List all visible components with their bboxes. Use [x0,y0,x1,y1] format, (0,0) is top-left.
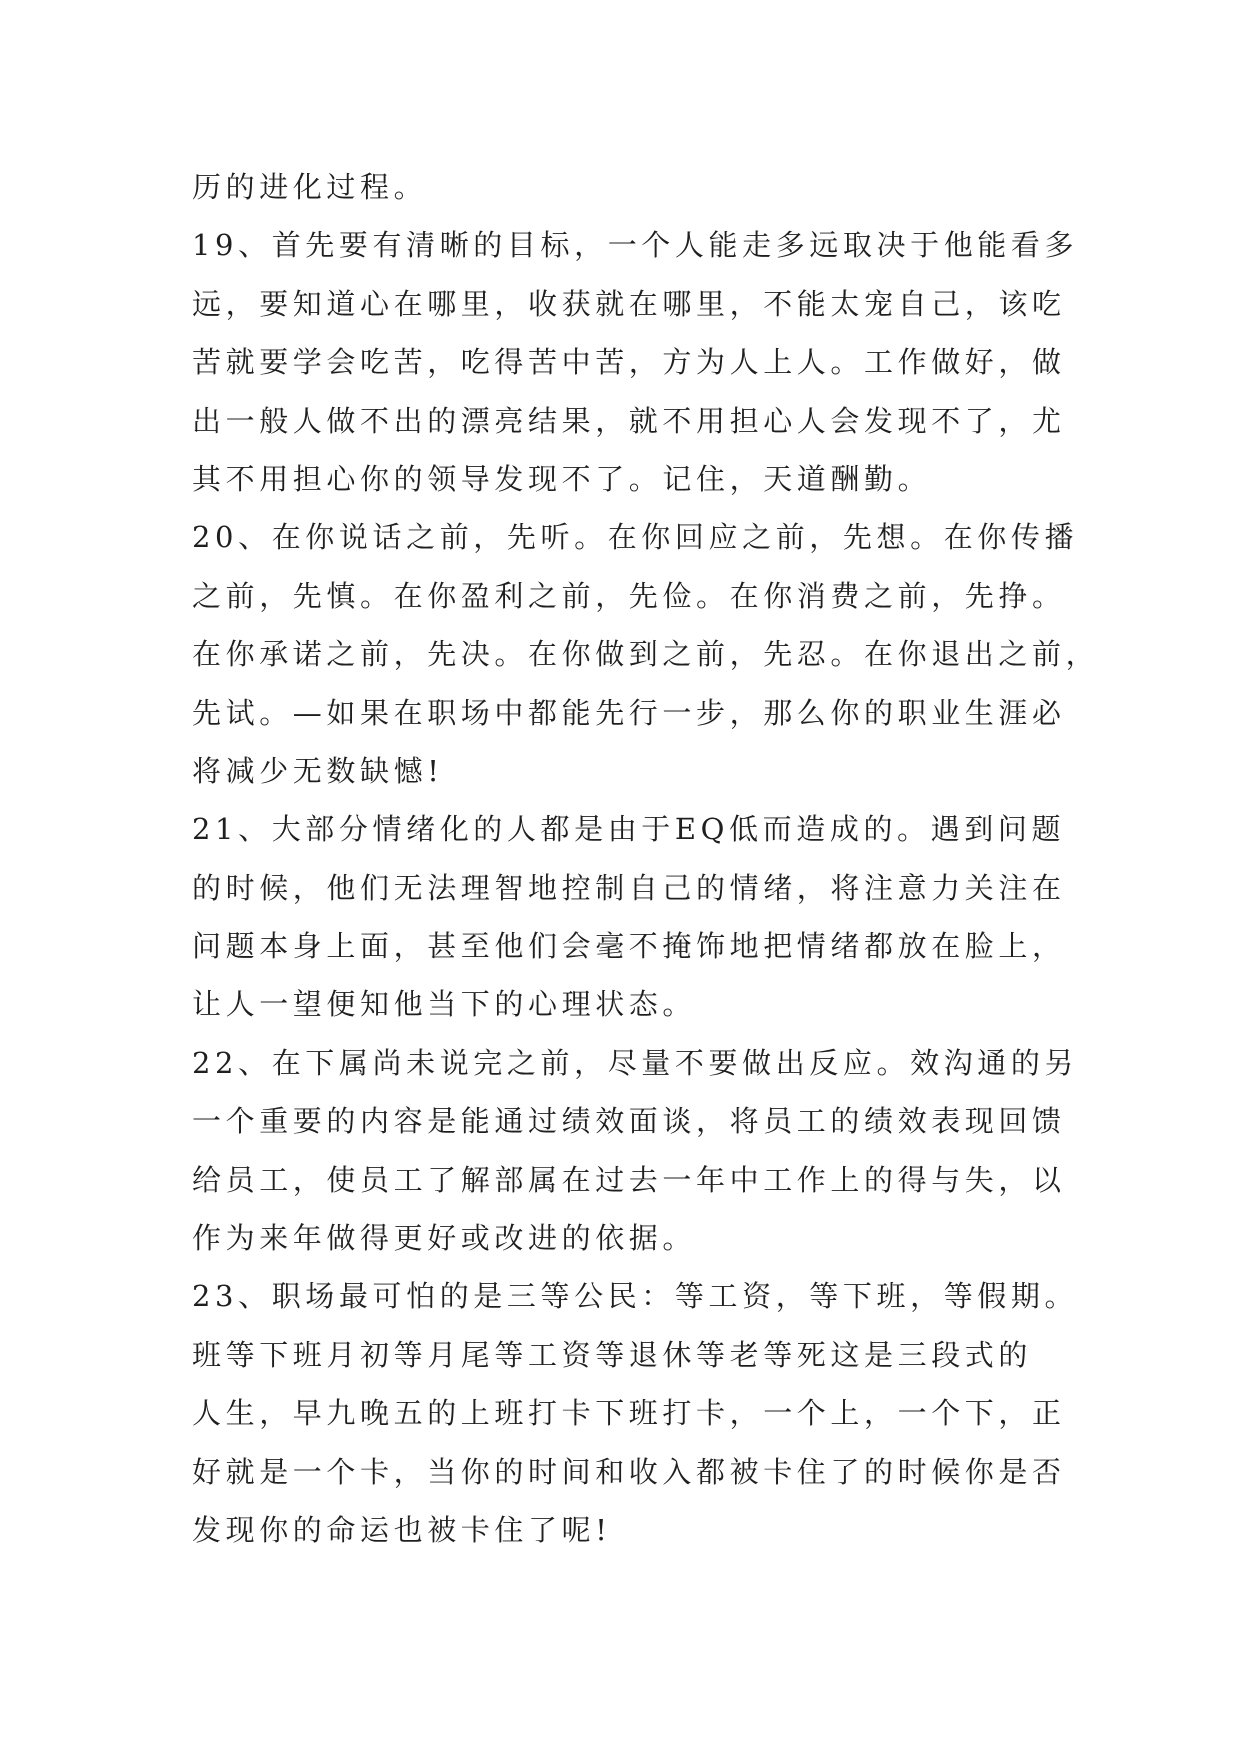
document-body [192,158,1100,1559]
text-line: 的时候，他们无法理智地控制自己的情绪，将注意力关注在 [192,870,1066,905]
text-line: 给员工，使员工了解部属在过去一年中工作上的得与失，以 [192,1162,1066,1197]
text-line: 20、在你说话之前，先听。在你回应之前，先想。在你传播 [192,520,1079,555]
text-line: 发现你的命运也被卡住了呢! [192,1512,612,1547]
text-line: 其不用担心你的领导发现不了。记住，天道酬勤。 [192,461,932,496]
text-line: 作为来年做得更好或改进的依据。 [192,1221,697,1256]
text-line: 苦就要学会吃苦，吃得苦中苦，方为人上人。工作做好，做 [192,345,1066,380]
text-line: 在你承诺之前，先决。在你做到之前，先忍。在你退出之前， [192,637,1100,672]
text-line: 班等下班月初等月尾等工资等退休等老等死这是三段式的 [192,1337,1033,1372]
text-line: 一个重要的内容是能通过绩效面谈，将员工的绩效表现回馈 [192,1104,1066,1139]
text-line: 让人一望便知他当下的心理状态。 [192,987,697,1022]
text-line: 23、职场最可怕的是三等公民：等工资，等下班，等假期。 [192,1279,1079,1314]
text-line: 之前，先慎。在你盈利之前，先俭。在你消费之前，先挣。 [192,578,1066,613]
text-line: 出一般人做不出的漂亮结果，就不用担心人会发现不了，尤 [192,403,1066,438]
text-line: 22、在下属尚未说完之前，尽量不要做出反应。效沟通的另 [192,1045,1079,1080]
text-line: 先试。—如果在职场中都能先行一步，那么你的职业生涯必 [192,695,1066,730]
text-line: 好就是一个卡，当你的时间和收入都被卡住了的时候你是否 [192,1454,1066,1489]
text-line: 人生，早九晚五的上班打卡下班打卡，一个上，一个下，正 [192,1396,1066,1431]
text-line: 问题本身上面，甚至他们会毫不掩饰地把情绪都放在脸上， [192,929,1066,964]
text-line: 21、大部分情绪化的人都是由于EQ低而造成的。遇到问题 [192,812,1066,847]
text-line: 历的进化过程。 [192,170,428,204]
text-line: 19、首先要有清晰的目标，一个人能走多远取决于他能看多 [192,228,1079,263]
text-line: 将减少无数缺憾! [192,753,444,788]
text-line: 远，要知道心在哪里，收获就在哪里，不能太宠自己，该吃 [192,286,1066,321]
